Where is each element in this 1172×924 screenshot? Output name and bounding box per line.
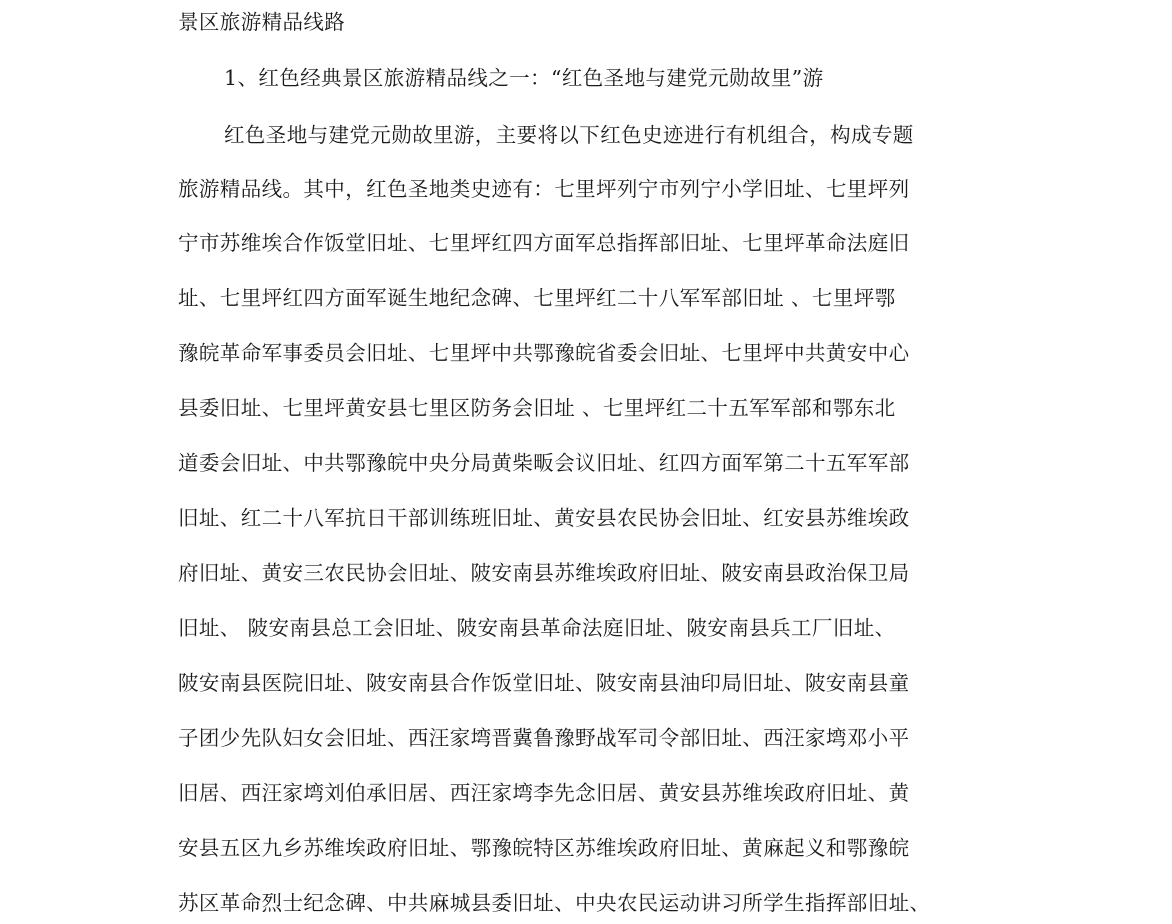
paragraph-line: 宁市苏维埃合作饭堂旧址、七里坪红四方面军总指挥部旧址、七里坪革命法庭旧 bbox=[178, 231, 910, 255]
section-heading: 景区旅游精品线路 bbox=[178, 10, 346, 34]
paragraph-line: 豫皖革命军事委员会旧址、七里坪中共鄂豫皖省委会旧址、七里坪中共黄安中心 bbox=[178, 341, 910, 365]
paragraph-line: 陂安南县医院旧址、陂安南县合作饭堂旧址、陂安南县油印局旧址、陂安南县童 bbox=[178, 671, 910, 695]
paragraph-line: 旅游精品线。其中，红色圣地类史迹有：七里坪列宁市列宁小学旧址、七里坪列 bbox=[178, 177, 910, 201]
paragraph-line: 旧居、西汪家塆刘伯承旧居、西汪家塆李先念旧居、黄安县苏维埃政府旧址、黄 bbox=[178, 781, 910, 805]
paragraph-line: 苏区革命烈士纪念碑、中共麻城县委旧址、中央农民运动讲习所学生指挥部旧址、 bbox=[178, 891, 931, 915]
paragraph-line: 红色圣地与建党元勋故里游，主要将以下红色史迹进行有机组合，构成专题 bbox=[224, 123, 914, 147]
paragraph-line: 旧址、 陂安南县总工会旧址、陂安南县革命法庭旧址、陂安南县兵工厂旧址、 bbox=[178, 616, 896, 640]
paragraph-line: 子团少先队妇女会旧址、西汪家塆晋冀鲁豫野战军司令部旧址、西汪家塆邓小平 bbox=[178, 726, 910, 750]
paragraph-line: 县委旧址、七里坪黄安县七里区防务会旧址 、七里坪红二十五军军部和鄂东北 bbox=[178, 396, 896, 420]
paragraph-line: 安县五区九乡苏维埃政府旧址、鄂豫皖特区苏维埃政府旧址、黄麻起义和鄂豫皖 bbox=[178, 836, 910, 860]
paragraph-line: 道委会旧址、中共鄂豫皖中央分局黄柴畈会议旧址、红四方面军第二十五军军部 bbox=[178, 451, 910, 475]
paragraph-line: 府旧址、黄安三农民协会旧址、陂安南县苏维埃政府旧址、陂安南县政治保卫局 bbox=[178, 561, 910, 585]
subsection-title: 1、红色经典景区旅游精品线之一：“红色圣地与建党元勋故里”游 bbox=[224, 66, 824, 90]
paragraph-line: 旧址、红二十八军抗日干部训练班旧址、黄安县农民协会旧址、红安县苏维埃政 bbox=[178, 506, 910, 530]
paragraph-line: 址、七里坪红四方面军诞生地纪念碑、七里坪红二十八军军部旧址 、七里坪鄂 bbox=[178, 286, 896, 310]
